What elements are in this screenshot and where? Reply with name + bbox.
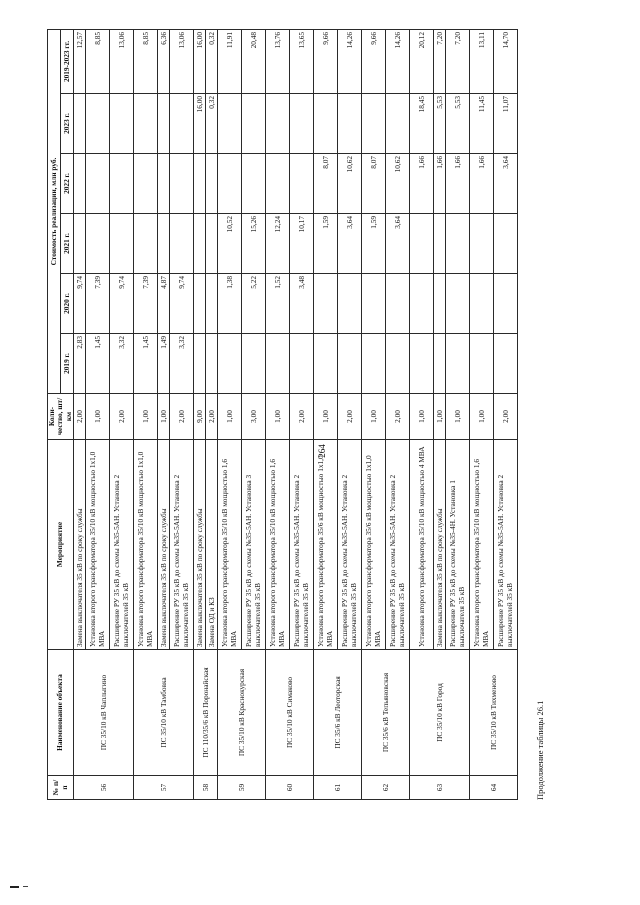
quantity-cell: 2,00 xyxy=(74,394,86,440)
quantity-cell: 2,00 xyxy=(206,394,218,440)
cost-cell: 8,07 xyxy=(314,154,338,214)
cost-cell: 15,26 xyxy=(242,214,266,274)
cost-cell xyxy=(74,94,86,154)
table-row xyxy=(266,30,290,800)
cost-cell xyxy=(206,274,218,334)
total-cost-cell: 9,66 xyxy=(314,30,338,94)
quantity-cell: 1,00 xyxy=(470,394,494,440)
cost-cell xyxy=(206,154,218,214)
measure-cell: Расширение РУ 35 кВ до схемы №35-5АН. Установка 2 выключателей 35 кВ xyxy=(170,440,194,650)
quantity-cell: 2,00 xyxy=(386,394,410,440)
total-cost-cell: 9,66 xyxy=(362,30,386,94)
header-year: 2022 г. xyxy=(61,154,74,214)
cost-cell xyxy=(218,154,242,214)
table-body xyxy=(74,30,518,800)
object-name: ПС 35/10 кВ Симаково xyxy=(266,650,314,776)
cost-cell: 10,17 xyxy=(290,214,314,274)
cost-cell xyxy=(170,94,194,154)
cost-cell xyxy=(158,214,170,274)
header-qty: Коли-чество, шт/км xyxy=(48,394,74,440)
cost-cell xyxy=(266,334,290,394)
quantity-cell: 2,00 xyxy=(494,394,518,440)
quantity-cell: 1,00 xyxy=(410,394,434,440)
cost-cell: 7,39 xyxy=(134,274,158,334)
measure-cell: Установка второго трансформатора 35/10 кВ мощностью 1,6 МВА xyxy=(218,440,242,650)
quantity-cell: 1,00 xyxy=(314,394,338,440)
cost-cell xyxy=(110,154,134,214)
cost-cell xyxy=(158,94,170,154)
cost-cell xyxy=(110,94,134,154)
measure-cell: Расширение РУ 35 кВ до схемы №35-5АН. Установка 2 выключателей 35 кВ xyxy=(494,440,518,650)
cost-cell xyxy=(110,214,134,274)
row-number: 57 xyxy=(134,776,194,800)
measure-cell: Замена выключателя 35 кВ по сроку службы xyxy=(434,440,446,650)
cost-cell: 3,64 xyxy=(338,214,362,274)
cost-cell: 11,45 xyxy=(470,94,494,154)
cost-cell xyxy=(134,94,158,154)
row-number: 64 xyxy=(470,776,518,800)
header-year: 2021 г. xyxy=(61,214,74,274)
total-cost-cell: 7,20 xyxy=(446,30,470,94)
total-cost-cell: 14,26 xyxy=(338,30,362,94)
header-year-total: 2019-2023 гг. xyxy=(61,30,74,94)
cost-cell xyxy=(446,214,470,274)
total-cost-cell: 7,20 xyxy=(434,30,446,94)
cost-cell xyxy=(386,274,410,334)
measure-cell: Расширение РУ 35 кВ до схемы №35-5АН. Установка 2 выключателей 35 кВ xyxy=(386,440,410,650)
measure-cell: Установка второго трансформатора 35/10 кВ мощностью 1,6 МВА xyxy=(266,440,290,650)
cost-cell xyxy=(242,334,266,394)
cost-cell: 10,52 xyxy=(218,214,242,274)
total-cost-cell: 20,48 xyxy=(242,30,266,94)
total-cost-cell: 14,26 xyxy=(386,30,410,94)
cost-cell xyxy=(386,334,410,394)
cost-cell: 1,45 xyxy=(86,334,110,394)
header-year: 2019 г. xyxy=(61,334,74,394)
cost-cell: 3,32 xyxy=(110,334,134,394)
total-cost-cell: 13,06 xyxy=(170,30,194,94)
cost-cell xyxy=(446,274,470,334)
measure-cell: Замена выключателя 35 кВ по сроку службы xyxy=(158,440,170,650)
continuation-label: Продолжение таблицы 26.1 xyxy=(535,700,545,800)
cost-cell: 9,74 xyxy=(170,274,194,334)
cost-cell: 10,62 xyxy=(386,154,410,214)
table-row xyxy=(218,30,242,800)
measure-cell: Расширение РУ 35 кВ до схемы №35-5АН. Установка 2 выключателей 35 кВ xyxy=(338,440,362,650)
cost-cell xyxy=(434,214,446,274)
measure-cell: Расширение РУ 35 кВ до схемы №35-5АН. Установка 2 выключателей 35 кВ xyxy=(290,440,314,650)
page-number: 264 xyxy=(316,444,327,458)
quantity-cell: 2,00 xyxy=(170,394,194,440)
table-row xyxy=(362,30,386,800)
cost-cell xyxy=(290,334,314,394)
object-name: ПС 35/6 кВ Леоторская xyxy=(314,650,362,776)
measure-cell: Замена выключателя 35 кВ по сроку службы xyxy=(74,440,86,650)
table-row xyxy=(410,30,434,800)
object-name: ПС 35/10 кВ Краснокурская xyxy=(218,650,266,776)
object-name: ПС 35/6 кВ Тепьяновская xyxy=(362,650,410,776)
measure-cell: Расширение РУ 35 кВ до схемы №35-5АН. Установка 2 выключателей 35 кВ xyxy=(110,440,134,650)
measure-cell: Замена выключателя 35 кВ по сроку службы xyxy=(194,440,206,650)
cost-cell xyxy=(86,94,110,154)
table-row xyxy=(314,30,338,800)
cost-cell xyxy=(470,214,494,274)
cost-cell xyxy=(338,274,362,334)
quantity-cell: 1,00 xyxy=(362,394,386,440)
total-cost-cell: 14,70 xyxy=(494,30,518,94)
cost-cell xyxy=(290,94,314,154)
cost-cell: 4,87 xyxy=(158,274,170,334)
total-cost-cell: 13,06 xyxy=(110,30,134,94)
rotated-table-block xyxy=(47,30,545,800)
object-name: ПС 35/10 кВ Чаплыгино xyxy=(74,650,134,776)
cost-cell xyxy=(242,154,266,214)
cost-cell xyxy=(194,274,206,334)
cost-cell xyxy=(470,274,494,334)
cost-cell: 1,38 xyxy=(218,274,242,334)
cost-cell xyxy=(194,214,206,274)
cost-cell xyxy=(134,154,158,214)
cost-cell xyxy=(170,154,194,214)
cost-cell: 11,07 xyxy=(494,94,518,154)
cost-cell xyxy=(338,94,362,154)
cost-cell xyxy=(314,274,338,334)
cost-cell: 0,32 xyxy=(206,94,218,154)
cost-cell xyxy=(410,334,434,394)
total-cost-cell: 8,85 xyxy=(134,30,158,94)
cost-cell xyxy=(434,274,446,334)
row-number: 59 xyxy=(218,776,266,800)
cost-cell xyxy=(314,94,338,154)
row-number: 62 xyxy=(362,776,410,800)
quantity-cell: 2,00 xyxy=(290,394,314,440)
object-name: ПС 35/10 кВ Город xyxy=(410,650,470,776)
row-number: 63 xyxy=(410,776,470,800)
cost-cell: 8,07 xyxy=(362,154,386,214)
cost-cell: 1,49 xyxy=(158,334,170,394)
measure-cell: Установка второго трансформатора 35/10 кВ мощностью 1х1,0 МВА xyxy=(134,440,158,650)
row-number: 60 xyxy=(266,776,314,800)
header-num: № п/п xyxy=(48,776,74,800)
cost-cell: 1,66 xyxy=(434,154,446,214)
cost-cell: 9,74 xyxy=(110,274,134,334)
cost-cell: 1,66 xyxy=(410,154,434,214)
quantity-cell: 1,00 xyxy=(86,394,110,440)
table-row xyxy=(194,30,206,800)
table-row xyxy=(134,30,158,800)
object-name: ПС 110/35/6 кВ Поронайская xyxy=(194,650,218,776)
cost-cell: 1,59 xyxy=(314,214,338,274)
cost-cell xyxy=(86,154,110,214)
cost-cell xyxy=(362,334,386,394)
cost-cell xyxy=(314,334,338,394)
quantity-cell: 2,00 xyxy=(110,394,134,440)
cost-cell xyxy=(494,214,518,274)
cost-cell xyxy=(410,214,434,274)
quantity-cell: 1,00 xyxy=(158,394,170,440)
cost-cell: 2,83 xyxy=(74,334,86,394)
cost-cell xyxy=(158,154,170,214)
total-cost-cell: 16,00 xyxy=(194,30,206,94)
cost-cell xyxy=(446,334,470,394)
quantity-cell: 1,00 xyxy=(218,394,242,440)
total-cost-cell: 12,57 xyxy=(74,30,86,94)
total-cost-cell: 20,12 xyxy=(410,30,434,94)
row-number: 56 xyxy=(74,776,134,800)
total-cost-cell: 8,85 xyxy=(86,30,110,94)
measure-cell: Установка второго трансформатора 35/6 кВ мощностью 1х1,0 МВА xyxy=(362,440,386,650)
cost-cell xyxy=(86,214,110,274)
total-cost-cell: 11,91 xyxy=(218,30,242,94)
cost-cell xyxy=(194,154,206,214)
cost-cell: 1,66 xyxy=(446,154,470,214)
cost-cell xyxy=(470,334,494,394)
header-cost: Стоимость реализации, млн руб. xyxy=(48,30,61,394)
header-year: 2023 г. xyxy=(61,94,74,154)
cost-cell: 1,52 xyxy=(266,274,290,334)
cost-cell: 1,66 xyxy=(470,154,494,214)
cost-cell xyxy=(266,154,290,214)
cost-cell: 18,45 xyxy=(410,94,434,154)
measure-cell: Установка второго трансформатора 35/10 кВ мощностью 4 МВА xyxy=(410,440,434,650)
cost-cell xyxy=(206,214,218,274)
measure-cell: Расширение РУ 35 кВ до схемы №35-4Н. Установка 1 выключателя 35 кВ xyxy=(446,440,470,650)
cost-cell: 3,48 xyxy=(290,274,314,334)
table-row xyxy=(470,30,494,800)
cost-cell: 10,62 xyxy=(338,154,362,214)
cost-cell xyxy=(194,334,206,394)
measure-cell: Установка второго трансформатора 35/6 кВ мощностью 1х1,0 МВА xyxy=(314,440,338,650)
cost-cell: 5,22 xyxy=(242,274,266,334)
cost-cell: 7,39 xyxy=(86,274,110,334)
quantity-cell: 1,00 xyxy=(134,394,158,440)
total-cost-cell: 13,76 xyxy=(266,30,290,94)
cost-cell: 5,53 xyxy=(434,94,446,154)
cost-cell xyxy=(242,94,266,154)
cost-cell xyxy=(218,334,242,394)
cost-cell xyxy=(494,334,518,394)
cost-cell xyxy=(362,274,386,334)
cost-cell: 1,59 xyxy=(362,214,386,274)
measure-cell: Установка второго трансформатора 35/10 кВ мощностью 1х1,0 МВА xyxy=(86,440,110,650)
quantity-cell: 1,00 xyxy=(446,394,470,440)
header-year: 2020 г. xyxy=(61,274,74,334)
quantity-cell: 3,00 xyxy=(242,394,266,440)
cost-cell: 5,53 xyxy=(446,94,470,154)
cost-cell xyxy=(410,274,434,334)
cost-cell xyxy=(170,214,194,274)
measure-cell: Замена ОД и КЗ xyxy=(206,440,218,650)
cost-cell xyxy=(362,94,386,154)
cost-cell xyxy=(494,274,518,334)
table-row xyxy=(74,30,86,800)
cost-cell xyxy=(206,334,218,394)
cost-cell: 3,64 xyxy=(386,214,410,274)
cost-cell xyxy=(434,334,446,394)
header-measure: Мероприятие xyxy=(48,440,74,650)
total-cost-cell: 0,32 xyxy=(206,30,218,94)
cost-cell: 12,24 xyxy=(266,214,290,274)
cost-cell: 1,45 xyxy=(134,334,158,394)
header-object: Наименование объекта xyxy=(48,650,74,776)
cost-cell xyxy=(74,214,86,274)
measure-cell: Расширение РУ 35 кВ до схемы №35-5АН. Установка 3 выключателей 35 кВ xyxy=(242,440,266,650)
cost-cell xyxy=(134,214,158,274)
measure-cell: Установка второго трансформатора 35/10 кВ мощностью 1,6 МВА xyxy=(470,440,494,650)
cost-table xyxy=(47,29,518,800)
cost-cell: 3,64 xyxy=(494,154,518,214)
row-number: 61 xyxy=(314,776,362,800)
quantity-cell: 1,00 xyxy=(434,394,446,440)
cost-cell xyxy=(218,94,242,154)
scan-mark xyxy=(23,886,28,887)
object-name: ПС 35/10 кВ Тамбовка xyxy=(134,650,194,776)
cost-cell xyxy=(338,334,362,394)
cost-cell: 16,00 xyxy=(194,94,206,154)
cost-cell xyxy=(386,94,410,154)
quantity-cell: 2,00 xyxy=(338,394,362,440)
cost-cell xyxy=(290,154,314,214)
scan-mark xyxy=(10,886,19,888)
total-cost-cell: 13,11 xyxy=(470,30,494,94)
cost-cell xyxy=(266,94,290,154)
cost-cell xyxy=(74,154,86,214)
row-number: 58 xyxy=(194,776,218,800)
quantity-cell: 1,00 xyxy=(266,394,290,440)
object-name: ПС 35/10 кВ Тихменово xyxy=(470,650,518,776)
cost-cell: 9,74 xyxy=(74,274,86,334)
quantity-cell: 9,00 xyxy=(194,394,206,440)
cost-cell: 3,32 xyxy=(170,334,194,394)
total-cost-cell: 6,36 xyxy=(158,30,170,94)
total-cost-cell: 13,65 xyxy=(290,30,314,94)
